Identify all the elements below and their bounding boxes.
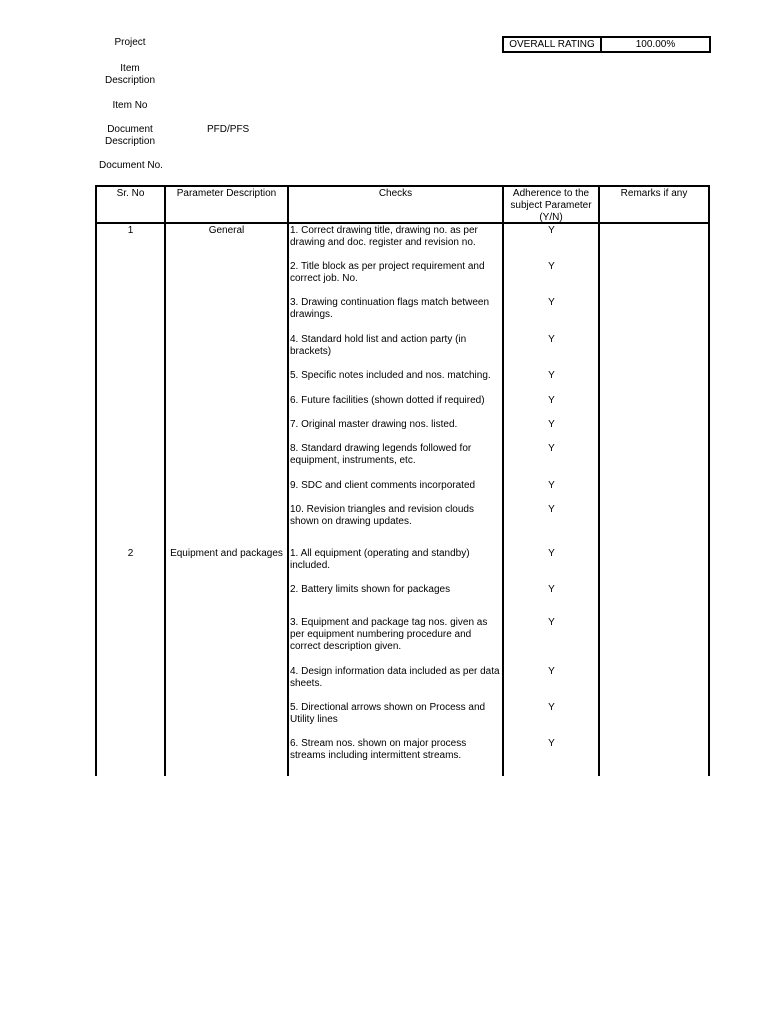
- check-item: 4. Standard hold list and action party (in brackets): [290, 334, 467, 357]
- check-item: 7. Original master drawing nos. listed.: [290, 419, 458, 430]
- project-label: Project: [114, 37, 146, 48]
- check-item: 1. All equipment (operating and standby) included.: [290, 548, 470, 571]
- table-col-divider: [164, 186, 166, 776]
- check-adherence: Y: [548, 297, 555, 308]
- check-item: 2. Title block as per project requirement and correct job. No.: [290, 261, 485, 284]
- check-item: 10. Revision triangles and revision clouds shown on drawing updates.: [290, 504, 474, 527]
- check-adherence: Y: [548, 548, 555, 559]
- check-item: 6. Future facilities (shown dotted if required): [290, 395, 485, 406]
- document-description-value: PFD/PFS: [207, 124, 250, 135]
- check-adherence: Y: [548, 738, 555, 749]
- check-adherence: Y: [548, 395, 555, 406]
- check-item: 9. SDC and client comments incorporated: [290, 480, 476, 491]
- overall-rating-label: OVERALL RATING: [504, 38, 602, 51]
- check-item: 5. Specific notes included and nos. matching.: [290, 370, 491, 381]
- document-no-label: Document No.: [99, 160, 163, 171]
- row-parameter: Equipment and packages: [170, 548, 283, 559]
- row-sr-no: 1: [127, 225, 134, 236]
- check-adherence: Y: [548, 419, 555, 430]
- check-adherence: Y: [548, 584, 555, 595]
- table-header-border: [95, 222, 710, 224]
- row-parameter: General: [208, 225, 245, 236]
- check-adherence: Y: [548, 443, 555, 454]
- item-description-label: Item Description: [104, 63, 156, 86]
- table-top-border: [95, 185, 710, 187]
- check-item: 2. Battery limits shown for packages: [290, 584, 451, 595]
- check-adherence: Y: [548, 334, 555, 345]
- table-col-divider: [708, 186, 710, 776]
- check-adherence: Y: [548, 617, 555, 628]
- check-adherence: Y: [548, 480, 555, 491]
- check-adherence: Y: [548, 370, 555, 381]
- check-item: 1. Correct drawing title, drawing no. as per drawing and doc. register and revision no.: [290, 225, 478, 248]
- column-header-adherence: Adherence to the subject Parameter (Y/N): [510, 188, 592, 223]
- check-item: 3. Equipment and package tag nos. given as per equipment numbering procedure and correct description given.: [290, 617, 488, 652]
- check-adherence: Y: [548, 261, 555, 272]
- column-header-checks: Checks: [378, 188, 413, 199]
- overall-rating-box: [502, 36, 711, 53]
- column-header-sr-no: Sr. No: [116, 188, 145, 199]
- check-adherence: Y: [548, 702, 555, 713]
- check-item: 5. Directional arrows shown on Process and Utility lines: [290, 702, 486, 725]
- row-sr-no: 2: [127, 548, 134, 559]
- table-col-divider: [287, 186, 289, 776]
- check-item: 8. Standard drawing legends followed for equipment, instruments, etc.: [290, 443, 472, 466]
- column-header-parameter: Parameter Description: [176, 188, 277, 199]
- check-adherence: Y: [548, 504, 555, 515]
- check-item: 4. Design information data included as per data sheets.: [290, 666, 500, 689]
- overall-rating-value: 100.00%: [635, 39, 676, 50]
- check-item: 6. Stream nos. shown on major process streams including intermittent streams.: [290, 738, 467, 761]
- document-description-label: Document Description: [104, 124, 156, 147]
- check-adherence: Y: [548, 666, 555, 677]
- item-no-label: Item No: [112, 100, 148, 111]
- check-adherence: Y: [548, 225, 555, 236]
- table-col-divider: [95, 186, 97, 776]
- check-item: 3. Drawing continuation flags match between drawings.: [290, 297, 490, 320]
- column-header-remarks: Remarks if any: [620, 188, 688, 199]
